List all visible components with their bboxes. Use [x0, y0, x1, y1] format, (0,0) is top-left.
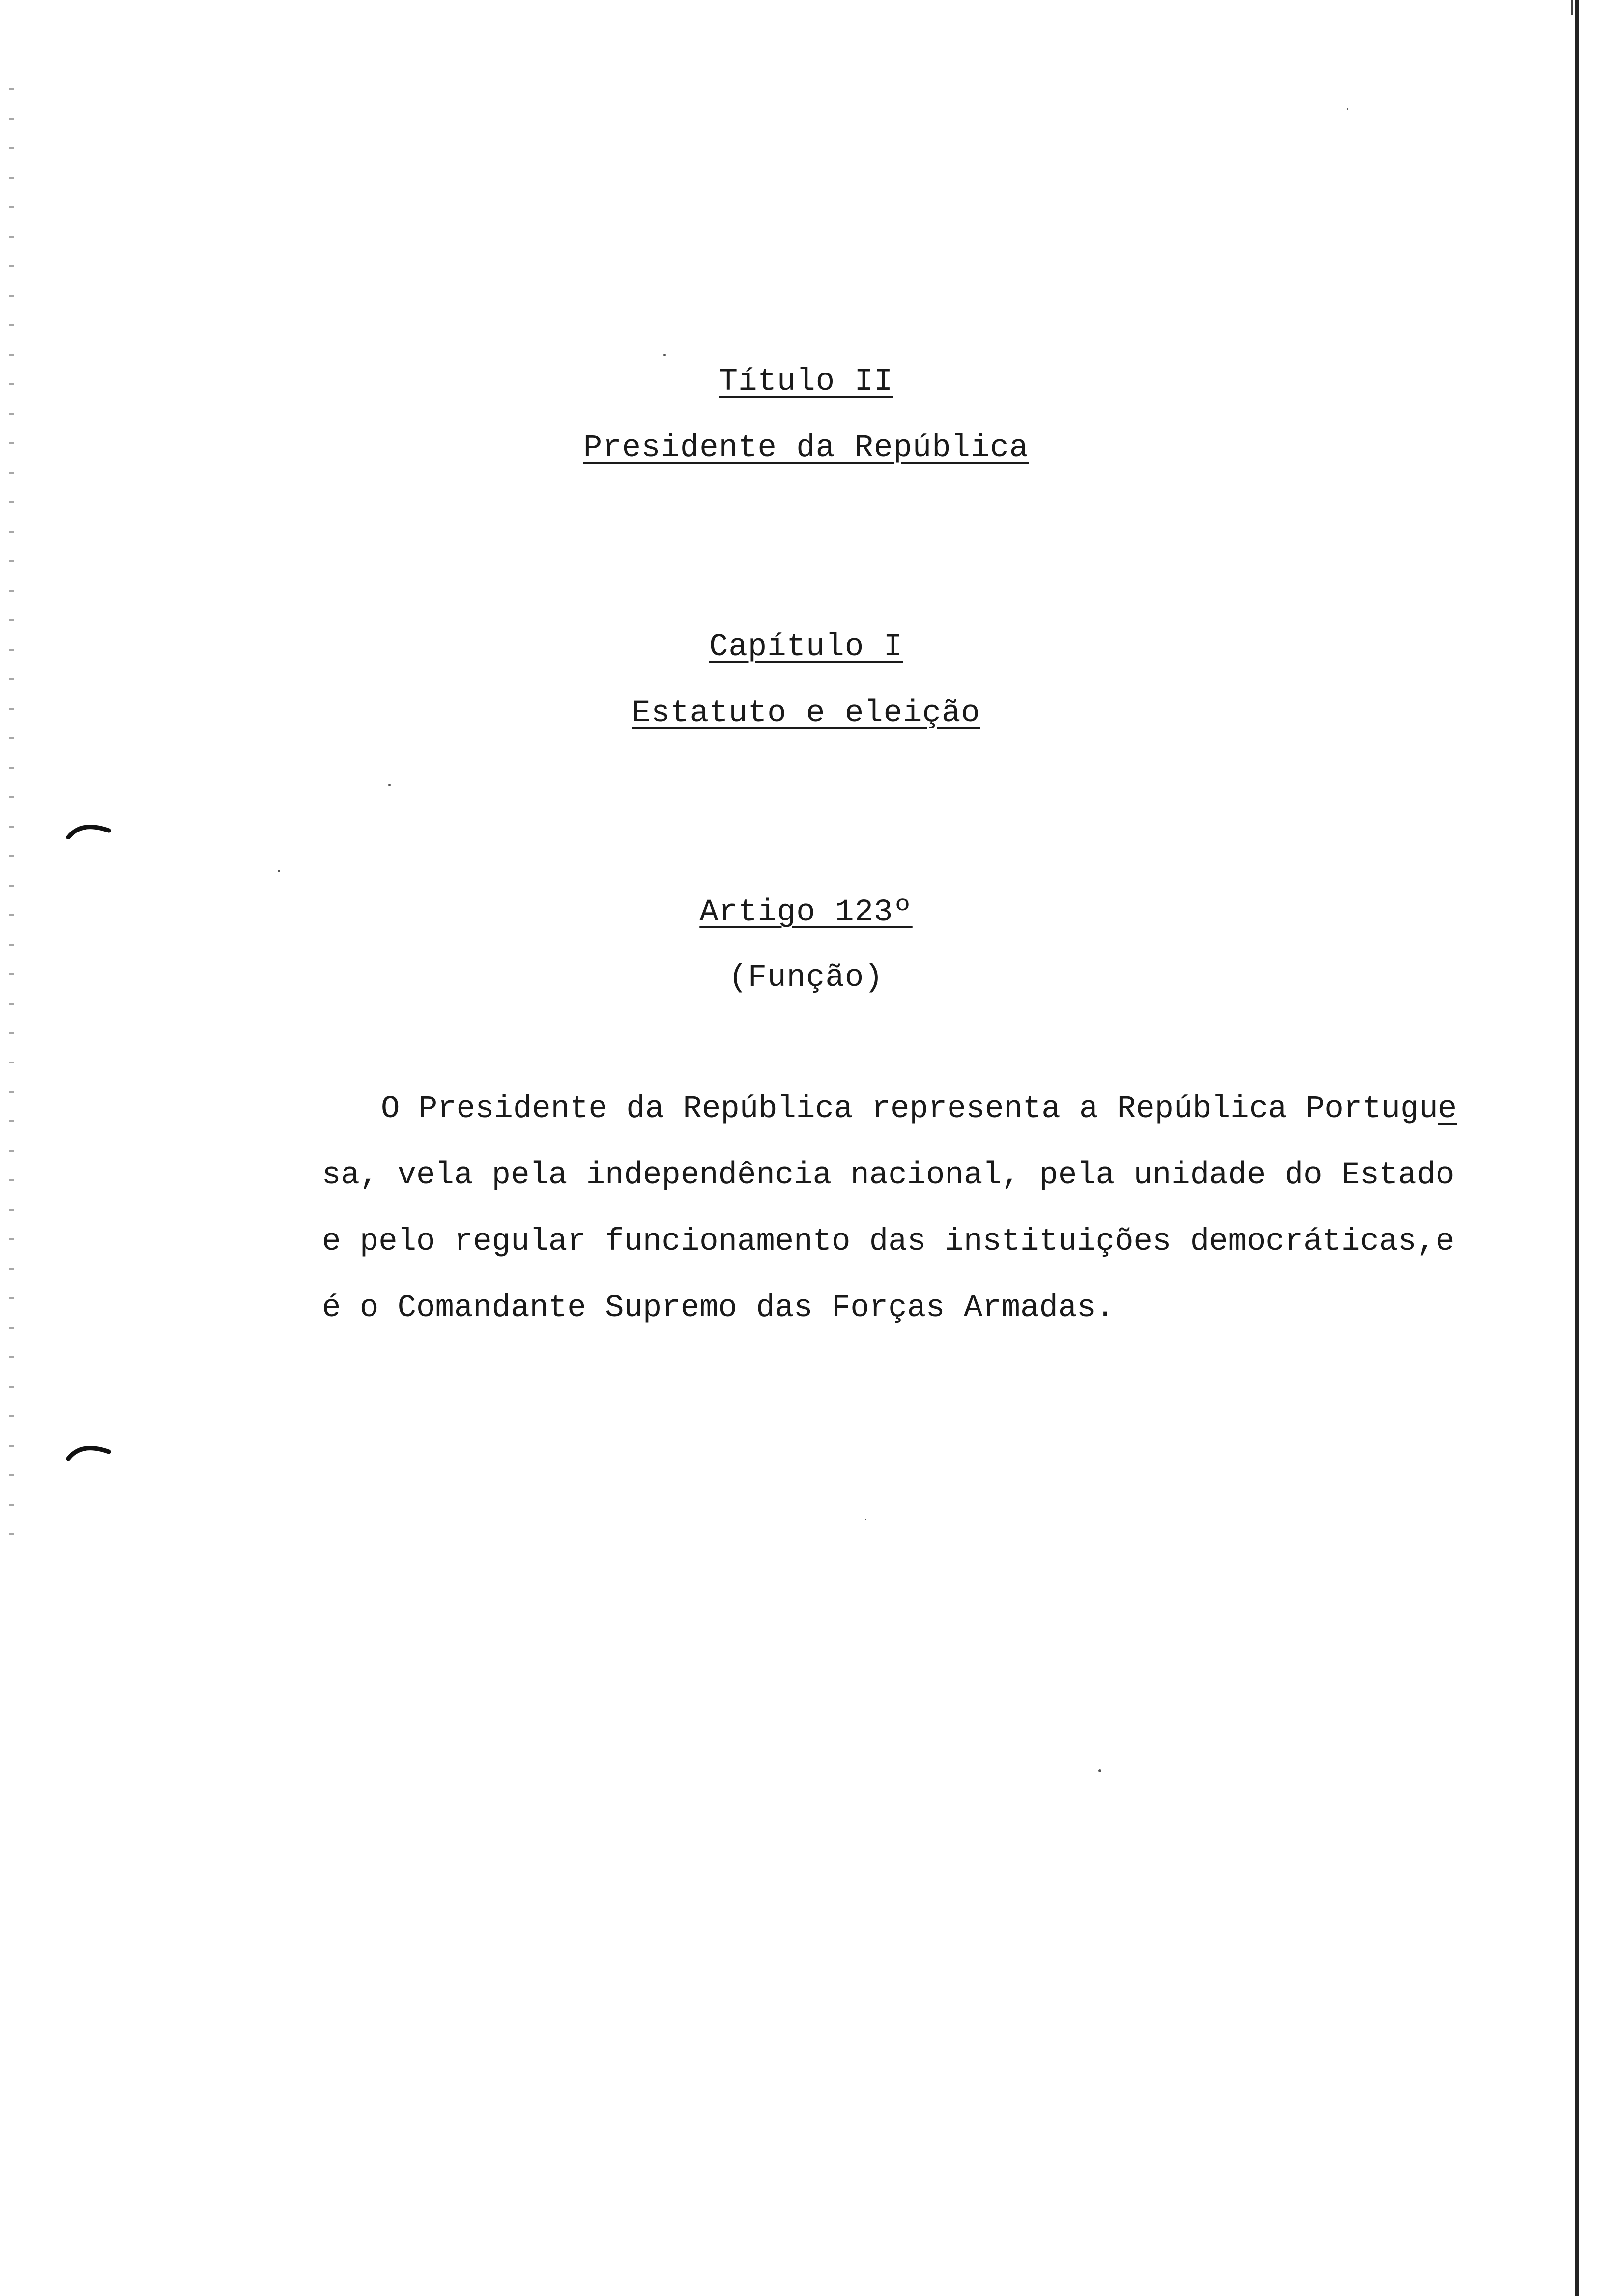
article-name: (Função): [728, 960, 884, 996]
hyphenation-mark: e: [1438, 1091, 1457, 1127]
chapter-label: Capítulo I: [709, 630, 903, 665]
title-name: Presidente da República: [583, 430, 1029, 466]
scan-edge-speck: [1571, 0, 1573, 15]
body-line-3: e pelo regular funcionamento das instituições democráticas,e: [322, 1224, 1455, 1260]
scan-speck: [1098, 1769, 1101, 1772]
punch-hole-mark: [66, 820, 111, 839]
article-label: Artigo 123º: [699, 895, 913, 930]
scan-speck: [278, 870, 280, 872]
scan-speck: [865, 1519, 866, 1520]
body-line-1: [381, 1093, 1570, 1125]
chapter-name: Estatuto e eleição: [632, 696, 980, 731]
title-label: Título II: [719, 364, 893, 400]
scan-edge-line: [1575, 0, 1579, 2296]
punch-hole-mark: [66, 1441, 111, 1461]
body-line-4: é o Comandante Supremo das Forças Armadas.: [322, 1291, 1115, 1326]
margin-ticks: [9, 88, 14, 1563]
scan-speck: [663, 354, 666, 356]
scan-speck: [388, 784, 391, 786]
body-line-2: sa, vela pela independência nacional, pela unidade do Estado: [322, 1158, 1455, 1193]
scan-speck: [1347, 108, 1348, 110]
body-line-1-text: O Presidente da República representa a República Portugu: [381, 1091, 1438, 1127]
